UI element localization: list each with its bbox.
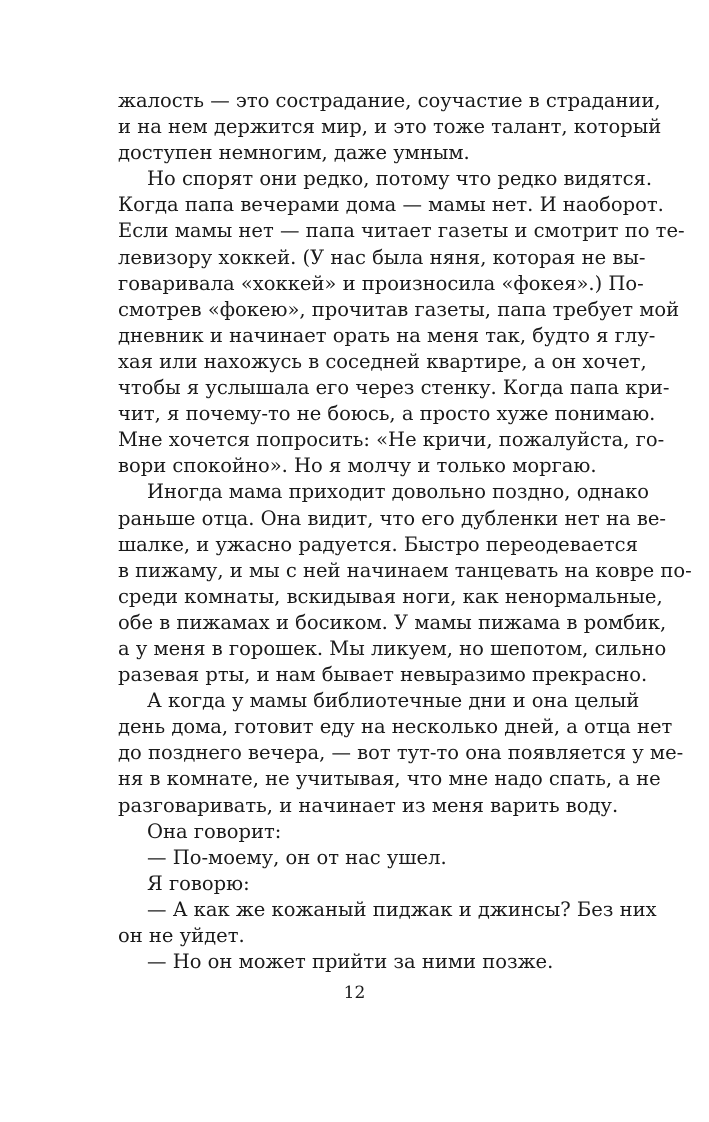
- text-line: чит, я почему-то не боюсь, а просто хуже понимаю.: [118, 402, 656, 426]
- text-line: вори спокойно». Но я молчу и только моргаю.: [118, 454, 597, 478]
- text-line: Но спорят они редко, потому что редко видятся.: [147, 167, 653, 191]
- dialogue-line: он не уйдет.: [118, 924, 245, 947]
- text-line: среди комнаты, вскидывая ноги, как ненормальные,: [118, 584, 663, 608]
- text-line: раньше отца. Она видит, что его дубленки нет на ве-: [118, 506, 666, 530]
- page-number: 12: [343, 983, 366, 1003]
- text-line: и на нем держится мир, и это тоже талант, который: [118, 115, 662, 139]
- text-line: день дома, готовит еду на несколько дней, а отца нет: [118, 715, 673, 739]
- text-line: в пижаму, и мы с ней начинаем танцевать на ковре по-: [118, 558, 692, 582]
- text-line: Иногда мама приходит довольно поздно, однако: [147, 480, 649, 504]
- dialogue-line: — По-моему, он от нас ушел.: [147, 845, 447, 869]
- text-line: А когда у мамы библиотечные дни и она целый: [147, 689, 640, 713]
- text-line: левизору хоккей. (У нас была няня, которая не вы-: [118, 245, 646, 269]
- text-line: говаривала «хоккей» и произносила «фокея».) По-: [118, 271, 644, 295]
- text-line: дневник и начинает орать на меня так, будто я глу-: [118, 323, 656, 347]
- text-line: ня в комнате, не учитывая, что мне надо спать, а не: [118, 767, 661, 791]
- text-line: смотрев «фокею», прочитав газеты, папа требует мой: [118, 297, 680, 321]
- dialogue-line: — Но он может прийти за ними позже.: [147, 950, 554, 974]
- text-line: до позднего вечера, — вот тут-то она появляется у ме-: [118, 741, 684, 765]
- text-line: хая или нахожусь в соседней квартире, а он хочет,: [118, 349, 647, 373]
- text-line: а у меня в горошек. Мы ликуем, но шепотом, сильно: [118, 636, 667, 660]
- text-line: Если мамы нет — папа читает газеты и смотрит по те-: [118, 219, 685, 243]
- page-text: [118, 88, 692, 975]
- text-line: Она говорит:: [147, 819, 282, 843]
- text-line: разевая рты, и нам бывает невыразимо прекрасно.: [118, 663, 648, 687]
- text-line: жалость — это сострадание, соучастие в страдании,: [118, 89, 661, 112]
- text-line: разговаривать, и начинает из меня варить воду.: [118, 793, 619, 817]
- text-line: Я говорю:: [147, 871, 250, 895]
- text-line: шалке, и ужасно радуется. Быстро переодевается: [118, 532, 638, 556]
- text-line: доступен немногим, даже умным.: [118, 141, 470, 165]
- text-line: обе в пижамах и босиком. У мамы пижама в ромбик,: [118, 610, 667, 634]
- dialogue-line: — А как же кожаный пиджак и джинсы? Без них: [147, 897, 657, 921]
- text-line: Когда папа вечерами дома — мамы нет. И наоборот.: [118, 193, 664, 217]
- text-line: Мне хочется попросить: «Не кричи, пожалуйста, го-: [118, 428, 665, 452]
- text-line: чтобы я услышала его через стенку. Когда папа кри-: [118, 376, 670, 400]
